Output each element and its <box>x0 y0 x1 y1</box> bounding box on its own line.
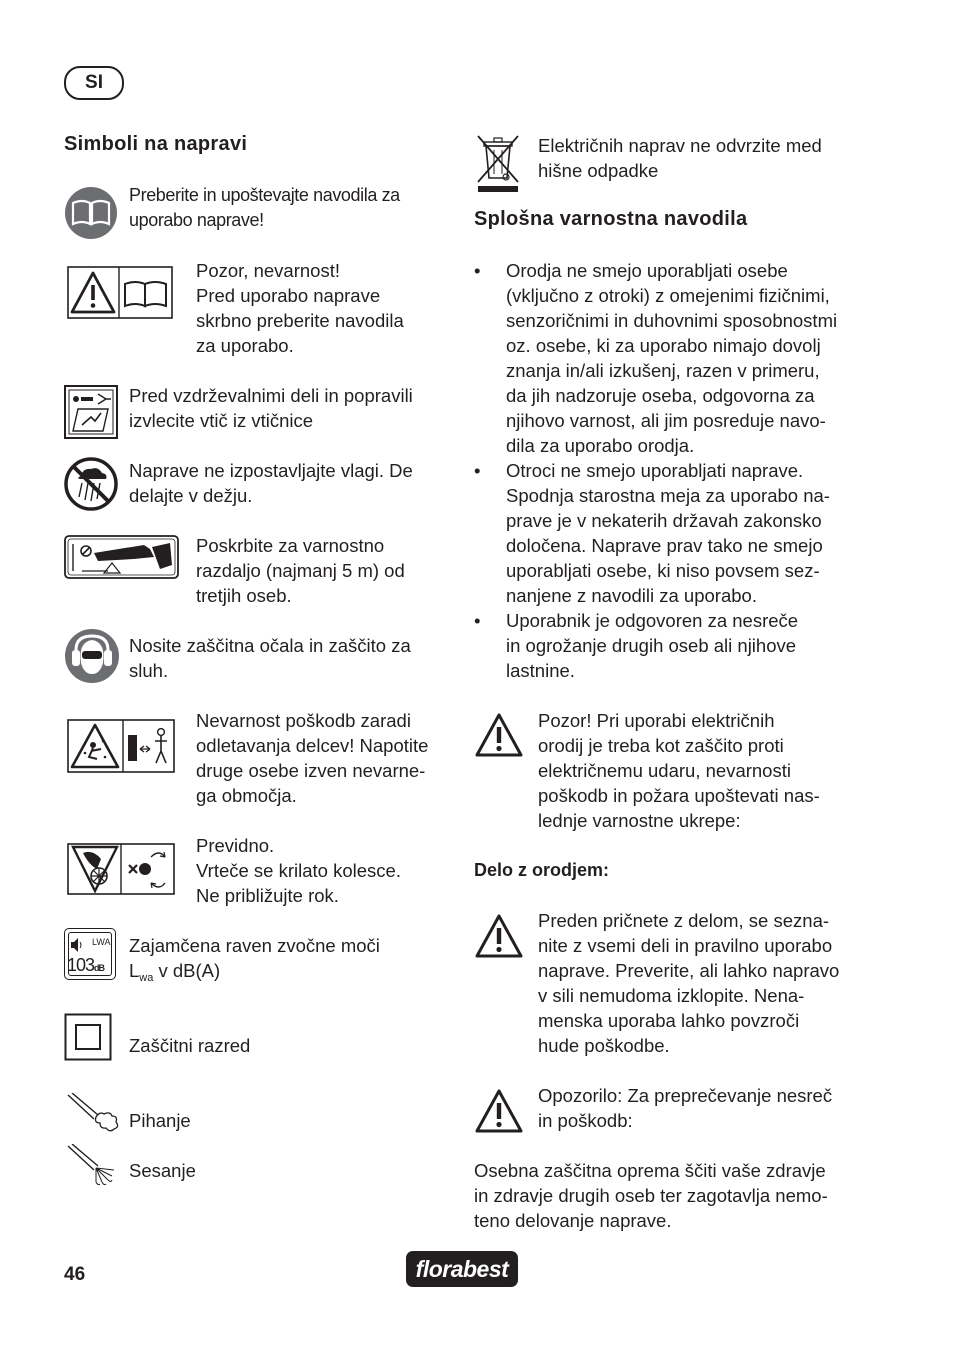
language-badge: SI <box>64 66 124 100</box>
goggles-ear-protection-icon <box>64 628 120 684</box>
symbol-text-rotating-impeller: Previdno. Vrteče se krilato kolesce. Ne približujte rok. <box>196 835 401 906</box>
warning-manual-icon <box>67 266 173 319</box>
warning-text-3: Opozorilo: Za preprečevanje nesreč in poškodb: <box>538 1085 833 1131</box>
safety-bullet-list <box>474 258 874 683</box>
weee-bin-icon <box>474 132 522 194</box>
warning-triangle-icon <box>474 1088 524 1134</box>
section-title-symbols: Simboli na napravi <box>64 133 248 155</box>
symbol-text-goggles: Nosite zaščitna očala in zaščito za sluh. <box>129 635 411 681</box>
warning-triangle-icon <box>474 712 524 758</box>
rotating-impeller-icon <box>67 843 175 895</box>
list-item: • Uporabnik je odgovoren za nesreče in ogrožanje drugih oseb ali njihove lastnine. <box>474 608 874 683</box>
speaker-icon <box>70 937 84 953</box>
symbol-text-unplug: Pred vzdrževalnimi deli in popravili izvlecite vtič iz vtičnice <box>129 385 413 431</box>
flying-debris-icon <box>67 719 175 773</box>
section-title-safety: Splošna varnostna navodila <box>474 208 748 230</box>
florabest-logo: florabest <box>406 1251 518 1287</box>
warning-text-1: Pozor! Pri uporabi električnih orodij je treba kot zaščito proti električnemu udaru, nevarnosti poškodb in požara upoštevati nas- lednje varnostne ukrepe: <box>538 710 820 831</box>
safety-distance-icon <box>64 535 180 580</box>
unplug-icon <box>64 385 118 439</box>
symbol-text-sound-power: Zajamčena raven zvočne moči $L_{wa}$ v dB(A) <box>129 935 380 984</box>
symbol-text-suction: Sesanje <box>129 1160 196 1181</box>
list-item: • Orodja ne smejo uporabljati osebe (vključno z otroki) z omejenimi fizičnimi, senzoričnimi in duhovnimi sposobnostmi oz. osebe, ki za uporabo nimajo dovolj znanja in/ali izkušenj, razen v primeru, da jih nadzoruje oseba, odgovorna za njihovo varnost, ali jim posreduje navo- dila za uporabo orodja. <box>474 258 874 458</box>
symbol-text-warning-manual: Pozor, nevarnost! Pred uporabo naprave skrbno preberite navodila za uporabo. <box>196 260 404 356</box>
subheading-work: Delo z orodjem: <box>474 860 610 880</box>
warning-triangle-icon <box>474 913 524 959</box>
closing-paragraph: Osebna zaščitna oprema ščiti vaše zdravje in zdravje drugih oseb ter zagotavlja nemo- teno delovanje naprave. <box>474 1160 828 1231</box>
symbol-text-no-rain: Naprave ne izpostavljajte vlagi. De delajte v dežju. <box>129 460 413 506</box>
warning-text-2: Preden pričnete z delom, se sezna- nite z vsemi deli in pravilno uporabo naprave. Preverite, ali lahko napravo v sili nemudoma izklopite. Nena- menska uporaba lahko povzroči hude poškodbe. <box>538 910 840 1056</box>
no-rain-icon <box>64 457 118 511</box>
protection-class-icon <box>64 1013 112 1061</box>
page-number: 46 <box>64 1264 86 1285</box>
symbol-text-blowing: Pihanje <box>129 1110 191 1131</box>
read-manual-icon <box>64 186 118 240</box>
weee-text: Električnih naprav ne odvrzite med hišne odpadke <box>538 135 822 181</box>
suction-icon <box>66 1144 122 1192</box>
symbol-text-flying-debris: Nevarnost poškodb zaradi odletavanja delcev! Napotite druge osebe izven nevarne- ga območja. <box>196 710 429 806</box>
symbol-text-read-manual: Preberite in upoštevajte navodila za uporabo naprave! <box>129 185 400 230</box>
symbol-text-protection-class: Zaščitni razred <box>129 1035 251 1056</box>
blowing-icon <box>66 1093 122 1141</box>
sound-power-icon: LWA 103dB <box>64 928 116 980</box>
symbol-text-safety-distance: Poskrbite za varnostno razdaljo (najmanj 5 m) od tretjih oseb. <box>196 535 405 606</box>
list-item: • Otroci ne smejo uporabljati naprave. Spodnja starostna meja za uporabo na- prave je v nekaterih državah zakonsko določena. Naprave prav tako ne smejo uporabljati osebe, ki niso povsem sez- nanjene z navodili za uporabo. <box>474 458 874 608</box>
